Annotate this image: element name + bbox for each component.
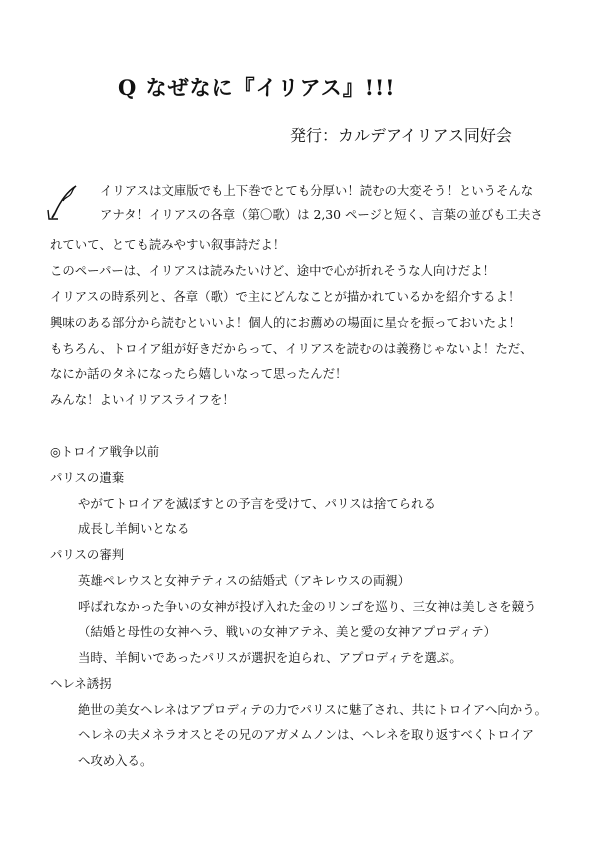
- intro-line: みんな！よいイリアスライフを！: [50, 392, 235, 407]
- publisher-credit: 発行：カルデアイリアス同好会: [290, 126, 512, 145]
- quill-pen-icon: [46, 183, 84, 221]
- intro-line: もちろん、トロイア組が好きだからって、イリアスを読むのは義務じゃないよ！ただ、: [50, 341, 533, 356]
- intro-line: イリアスの時系列と、各章（歌）で主にどんなことが描かれているかを紹介するよ！: [50, 289, 521, 304]
- intro-line: このペーパーは、イリアスは読みたいけど、途中で心が折れそうな人向けだよ！: [50, 263, 495, 278]
- page-title: Q なぜなに『イリアス』!!!: [118, 75, 396, 100]
- subsection-heading: ヘレネ誘拐: [50, 676, 112, 691]
- body-line: 英雄ペレウスと女神テティスの結婚式（アキレウスの両親）: [78, 573, 411, 588]
- body-line: （結婚と母性の女神ヘラ、戦いの女神アテネ、美と愛の女神アプロディテ）: [78, 624, 497, 639]
- intro-line: れていて、とても読みやすい叙事詩だよ！: [50, 237, 286, 252]
- intro-line: アナタ！イリアスの各章（第〇歌）は 2,30 ページと短く、言葉の並びも工夫さ: [100, 207, 543, 222]
- body-line: 成長し羊飼いとなる: [78, 521, 190, 536]
- body-line: やがてトロイアを滅ぼすとの予言を受けて、パリスは捨てられる: [78, 496, 436, 511]
- section-heading: ◎トロイア戦争以前: [50, 444, 160, 459]
- intro-line: 興味のある部分から読むといいよ！個人的にお薦めの場面に星☆を振っておいたよ！: [50, 315, 521, 330]
- subsection-heading: パリスの遺棄: [50, 470, 125, 485]
- body-line: 呼ばれなかった争いの女神が投げ入れた金のリンゴを巡り、三女神は美しさを競う: [78, 599, 537, 614]
- intro-line: イリアスは文庫版でも上下巻でとても分厚い！読むの大変そう！というそんな: [100, 183, 534, 198]
- body-line: 絶世の美女ヘレネはアプロディテの力でパリスに魅了され、共にトロイアへ向かう。: [78, 702, 547, 717]
- body-line: ヘレネの夫メネラオスとその兄のアガメムノンは、ヘレネを取り返すべくトロイア: [78, 727, 534, 742]
- subsection-heading: パリスの審判: [50, 547, 125, 562]
- intro-line: なにか話のタネになったら嬉しいなって思ったんだ！: [50, 366, 348, 381]
- body-line: 当時、羊飼いであったパリスが選択を迫られ、アプロディテを選ぶ。: [78, 650, 462, 665]
- body-line: へ攻め入る。: [78, 753, 153, 768]
